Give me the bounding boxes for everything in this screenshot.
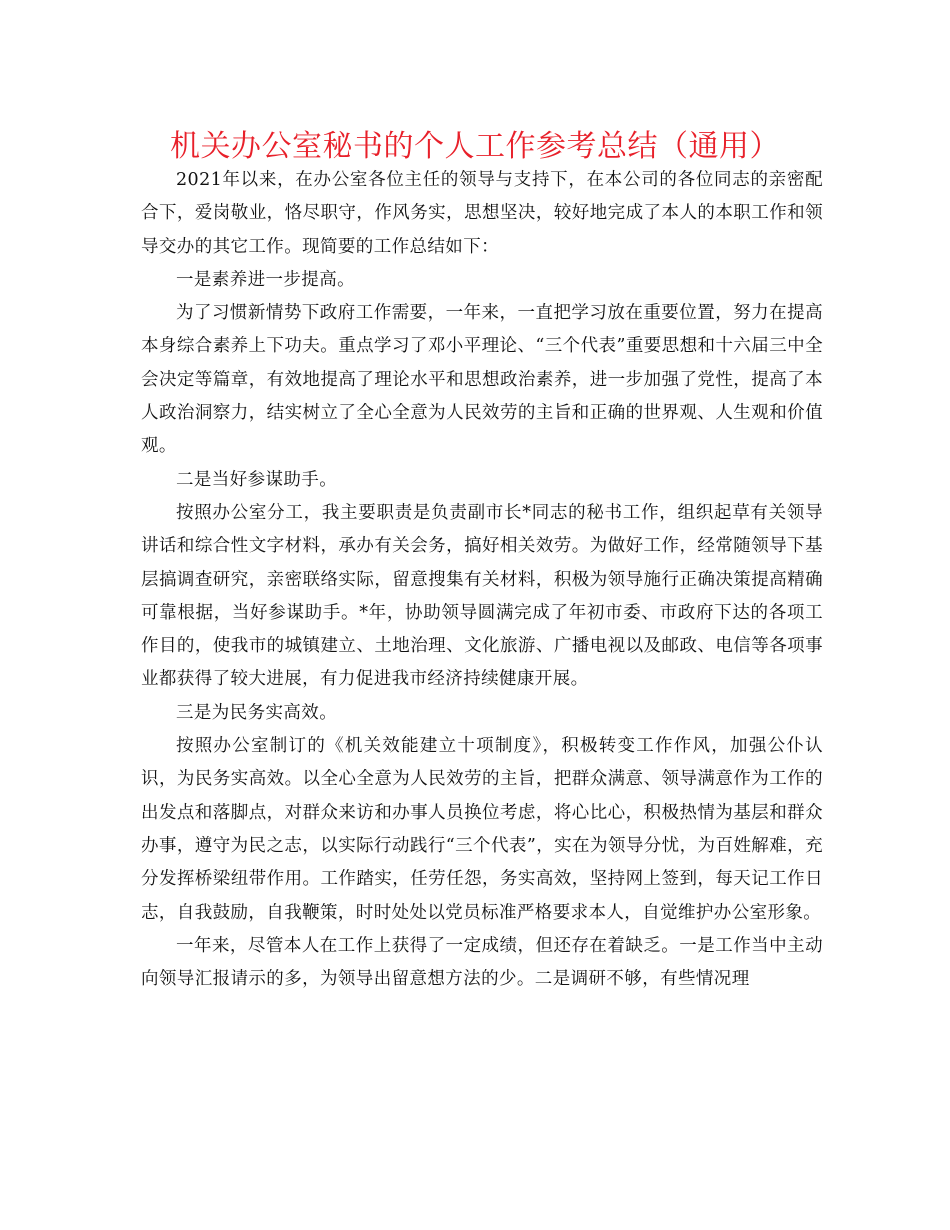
document-body — [141, 164, 823, 996]
document-title: 机关办公室秘书的个人工作参考总结（通用） — [170, 129, 780, 164]
section-heading-1: 一是素养进一步提高。 — [176, 269, 355, 290]
paragraph-section-3: 按照办公室制订的《机关效能建立十项制度》，积极转变工作作风，加强公仆认识，为民务实高效。以全心全意为人民效劳的主旨，把群众满意、领导满意作为工作的出发点和落脚点，对群众来访和办事人员换位考虑，将心比心，积极热情为基层和群众办事，遵守为民之志，以实际行动践行“三个代表”，实在为领导分忧，为百姓解难，充分发挥桥梁纽带作用。工作踏实，任劳任怨，务实高效，坚持网上签到，每天记工作日志，自我鼓励，自我鞭策，时时处处以党员标准严格要求本人，自觉维护办公室形象。 — [141, 736, 823, 923]
paragraph-shortcomings: 一年来，尽管本人在工作上获得了一定成绩，但还存在着缺乏。一是工作当中主动向领导汇报请示的多，为领导出留意想方法的少。二是调研不够，有些情况理 — [141, 935, 823, 990]
paragraph-intro: 2021年以来，在办公室各位主任的领导与支持下，在本公司的各位同志的亲密配合下，爱岗敬业，恪尽职守，作风务实，思想坚决，较好地完成了本人的本职工作和领导交办的其它工作。现简要的工作总结如下： — [141, 170, 823, 257]
paragraph-section-2: 按照办公室分工，我主要职责是负责副市长*同志的秘书工作，组织起草有关领导讲话和综合性文字材料，承办有关会务，搞好相关效劳。为做好工作，经常随领导下基层搞调查研究，亲密联络实际，留意搜集有关材料，积极为领导施行正确决策提高精确可靠根据，当好参谋助手。*年，协助领导圆满完成了年初市委、市政府下达的各项工作目的，使我市的城镇建立、土地治理、文化旅游、广播电视以及邮政、电信等各项事业都获得了较大进展，有力促进我市经济持续健康开展。 — [141, 502, 823, 690]
section-heading-3: 三是为民务实高效。 — [176, 702, 338, 723]
paragraph-section-1: 为了习惯新情势下政府工作需要，一年来，一直把学习放在重要位置，努力在提高本身综合素养上下功夫。重点学习了邓小平理论、“三个代表”重要思想和十六届三中全会决定等篇章，有效地提高了理论水平和思想政治素养，进一步加强了党性，提高了本人政治洞察力，结实树立了全心全意为人民效劳的主旨和正确的世界观、人生观和价值观。 — [141, 303, 823, 457]
section-heading-2: 二是当好参谋助手。 — [176, 469, 338, 490]
